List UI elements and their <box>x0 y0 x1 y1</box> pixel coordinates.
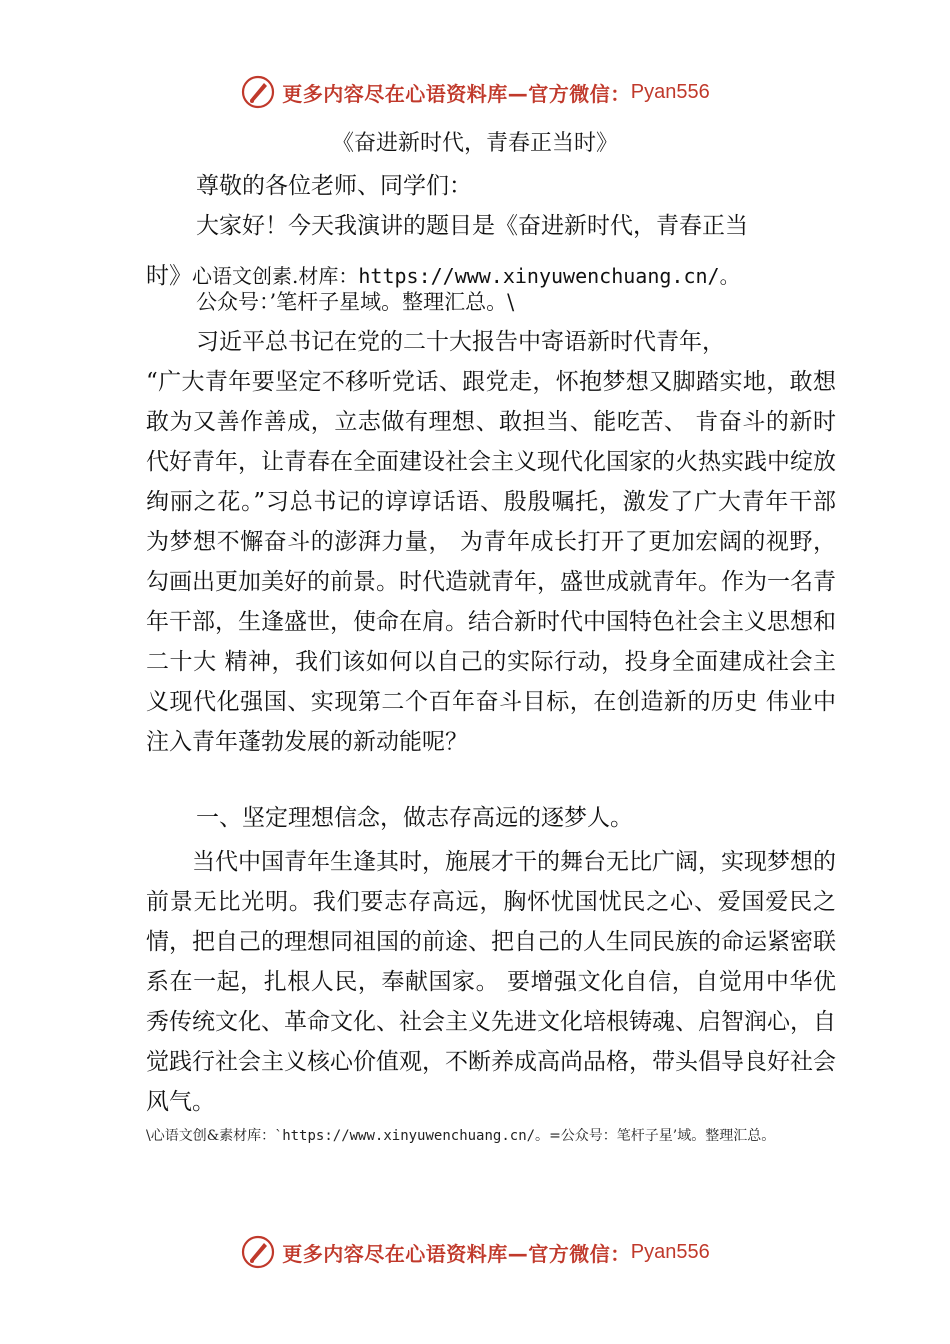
header-banner <box>0 72 950 112</box>
footnote-url: https://www.xinyuwenchuang.cn/。 <box>282 1128 550 1144</box>
paragraph-1-first-line: 习近平总书记在党的二十大报告中寄语新时代青年， <box>196 329 725 355</box>
intro-line-end: 时》 <box>146 263 192 289</box>
document-title: 《奋进新时代，青春正当时》 <box>331 131 618 156</box>
salutation: 尊敬的各位老师、同学们： <box>196 173 472 199</box>
intro-line: 大家好！今天我演讲的题目是《奋进新时代，青春正当 <box>196 213 748 239</box>
footnote-suffix: =公众号：笔杆子星’域。整理汇总。 <box>549 1128 776 1144</box>
banner-wechat-id: Pyan556 <box>630 1240 710 1263</box>
section-1-paragraph: 当代中国青年生逢其时，施展才干的舞台无比广阔，实现梦想的前景无比光明。我们要志存高远，胸怀忧国忧民之心、爱国爱民之情，把自己的理想同祖国的前途、把自己的人生同民族的命运紧密联系在一起，扎根人民，奉献国家。 要增强文化自信，自觉用中华优秀传统文化、革命文化、社会主义先进文化培根铸魂、启智润心，自觉践行社会主义核心价值观，不断养成高尚品格，带头倡导良好社会风气。 <box>146 849 836 1115</box>
watermark-prefix: 心语文创素.材库： <box>192 264 359 288</box>
footnote-watermark <box>146 1124 836 1148</box>
footnote-prefix: \心语文创&素材库：` <box>146 1128 283 1144</box>
watermark-line: 公众号：’笔杆子星域。整理汇总。\ <box>196 290 515 314</box>
pen-nib-circle-icon <box>240 1234 276 1270</box>
banner-text: 更多内容尽在心语资料库—官方微信： <box>282 1241 631 1266</box>
section-1-heading: 一、坚定理想信念，做志存高远的逐梦人。 <box>196 805 633 831</box>
footer-banner <box>0 1232 950 1272</box>
banner-wechat-id: Pyan556 <box>630 80 710 103</box>
watermark-url: https://www.xinyuwenchuang.cn/。 <box>358 264 740 288</box>
banner-text: 更多内容尽在心语资料库—官方微信： <box>282 81 631 106</box>
pen-nib-circle-icon <box>240 74 276 110</box>
paragraph-1: “广大青年要坚定不移听党话、跟党走，怀抱梦想又脚踏实地，敢想敢为又善作善成，立志做有理想、敢担当、能吃苦、 肯奋斗的新时代好青年，让青春在全面建设社会主义现代化国家的火热实践中绽放绚丽之花。”习总书记的谆谆话语、殷殷嘱托，激发了广大青年干部为梦想不懈奋斗的澎湃力量， 为青年成长打开了更加宏阔的视野，勾画出更加美好的前景。时代造就青年，盛世成就青年。作为一名青年干部，生逢盛世，使命在肩。结合新时代中国特色社会主义思想和二十大 精神，我们该如何以自己的实际行动，投身全面建成社会主 义现代化强国、实现第二个百年奋斗目标，在创造新的历史 伟业中注入青年蓬勃发展的新动能呢？ <box>146 369 836 755</box>
